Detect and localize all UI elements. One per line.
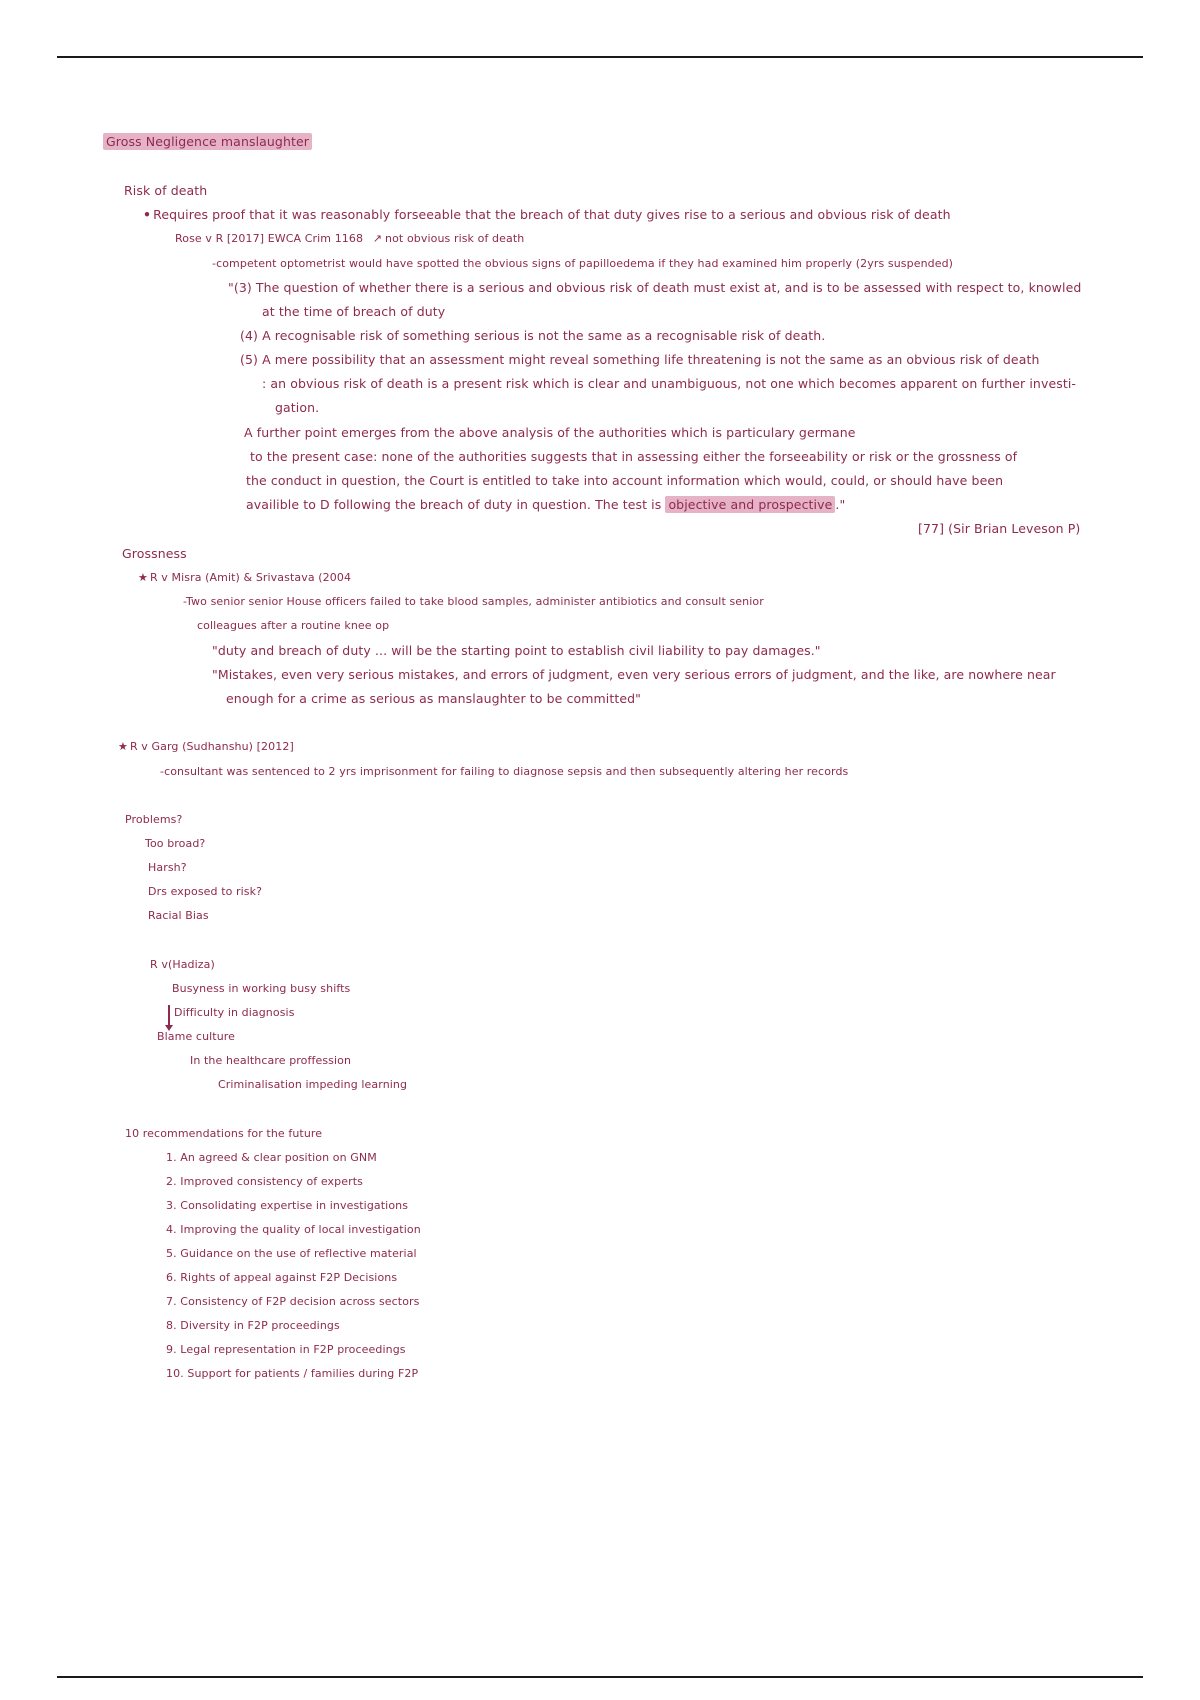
misra-quote-2a: "Mistakes, even very serious mistakes, and errors of judgment, even very serious errors of judgment, and the like, are nowhere near [212, 667, 1056, 682]
garg-case: ★ R v Garg (Sudhanshu) [2012] [118, 740, 294, 753]
paragraph-1: A further point emerges from the above analysis of the authorities which is particulary germane [244, 425, 856, 440]
misra-case: ★ R v Misra (Amit) & Srivastava (2004 [138, 571, 352, 584]
recommendation-item: 9. Legal representation in F2P proceedings [166, 1343, 406, 1356]
case-annotation: ↗ not obvious risk of death [372, 232, 525, 245]
star-icon: ★ [138, 571, 148, 584]
hadiza-point: Busyness in working busy shifts [172, 982, 351, 995]
optometrist-note: -competent optometrist would have spotted the obvious signs of papilloedema if they had examined him properly (2yrs suspended) [212, 257, 954, 270]
down-arrow-icon [168, 1005, 170, 1027]
citation: [77] (Sir Brian Leveson P) [918, 521, 1081, 536]
recommendation-item: 7. Consistency of F2P decision across sectors [166, 1295, 420, 1308]
problem-item: Too broad? [145, 837, 206, 850]
misra-quote-1: "duty and breach of duty ... will be the starting point to establish civil liability to pay damages." [212, 643, 821, 658]
risk-requirement: • Requires proof that it was reasonably forseeable that the breach of that duty gives rise to a serious and obvious risk of death [143, 207, 951, 222]
recommendation-item: 6. Rights of appeal against F2P Decisions [166, 1271, 398, 1284]
misra-desc-b: colleagues after a routine knee op [197, 619, 390, 632]
rose-case: Rose v R [2017] EWCA Crim 1168 ↗ not obvious risk of death [175, 232, 525, 245]
recommendation-item: 8. Diversity in F2P proceedings [166, 1319, 340, 1332]
misra-quote-2b: enough for a crime as serious as manslaughter to be committed" [226, 691, 642, 706]
hadiza-case: R v(Hadiza) [150, 958, 215, 971]
highlighted-phrase: objective and prospective [665, 496, 835, 513]
page-title: Gross Negligence manslaughter [103, 134, 312, 150]
hadiza-point: Blame culture [157, 1030, 236, 1043]
quote-3a: "(3) The question of whether there is a serious and obvious risk of death must exist at, and is to be assessed with respect to, knowled [228, 280, 1082, 295]
paragraph-2: to the present case: none of the authorities suggests that in assessing either the forseeability or risk or the grossness of [250, 449, 1018, 464]
recommendation-item: 1. An agreed & clear position on GNM [166, 1151, 377, 1164]
grossness-heading: Grossness [122, 546, 187, 561]
quote-3b: at the time of breach of duty [262, 304, 446, 319]
paragraph-4: availible to D following the breach of duty in question. The test is objective and prospective ." [246, 497, 846, 512]
problem-item: Drs exposed to risk? [148, 885, 263, 898]
misra-desc-a: -Two senior senior House officers failed to take blood samples, administer antibiotics and consult senior [183, 595, 764, 608]
recommendation-item: 3. Consolidating expertise in investigations [166, 1199, 409, 1212]
problem-item: Racial Bias [148, 909, 209, 922]
garg-desc: -consultant was sentenced to 2 yrs imprisonment for failing to diagnose sepsis and then subsequently altering her records [160, 765, 849, 778]
quote-4: (4) A recognisable risk of something serious is not the same as a recognisable risk of death. [240, 328, 826, 343]
arrow-icon: ↗ [372, 232, 383, 245]
problem-item: Harsh? [148, 861, 187, 874]
paragraph-3: the conduct in question, the Court is entitled to take into account information which would, could, or should have been [246, 473, 1004, 488]
recommendation-item: 2. Improved consistency of experts [166, 1175, 363, 1188]
quote-5c: gation. [275, 400, 320, 415]
quote-5a: (5) A mere possibility that an assessment might reveal something life threatening is not the same as an obvious risk of death [240, 352, 1040, 367]
recommendations-heading: 10 recommendations for the future [125, 1127, 323, 1140]
problems-heading: Problems? [125, 813, 183, 826]
quote-5b: : an obvious risk of death is a present risk which is clear and unambiguous, not one which becomes apparent on further investi- [262, 376, 1077, 391]
recommendation-item: 10. Support for patients / families during F2P [166, 1367, 419, 1380]
star-icon: ★ [118, 740, 128, 753]
risk-heading: Risk of death [124, 183, 208, 198]
hadiza-point: Criminalisation impeding learning [218, 1078, 408, 1091]
hadiza-point: In the healthcare proffession [190, 1054, 352, 1067]
recommendation-item: 4. Improving the quality of local investigation [166, 1223, 421, 1236]
hadiza-point: Difficulty in diagnosis [174, 1006, 295, 1019]
bottom-rule [57, 1676, 1143, 1678]
bullet-icon: • [143, 207, 152, 222]
recommendation-item: 5. Guidance on the use of reflective material [166, 1247, 417, 1260]
